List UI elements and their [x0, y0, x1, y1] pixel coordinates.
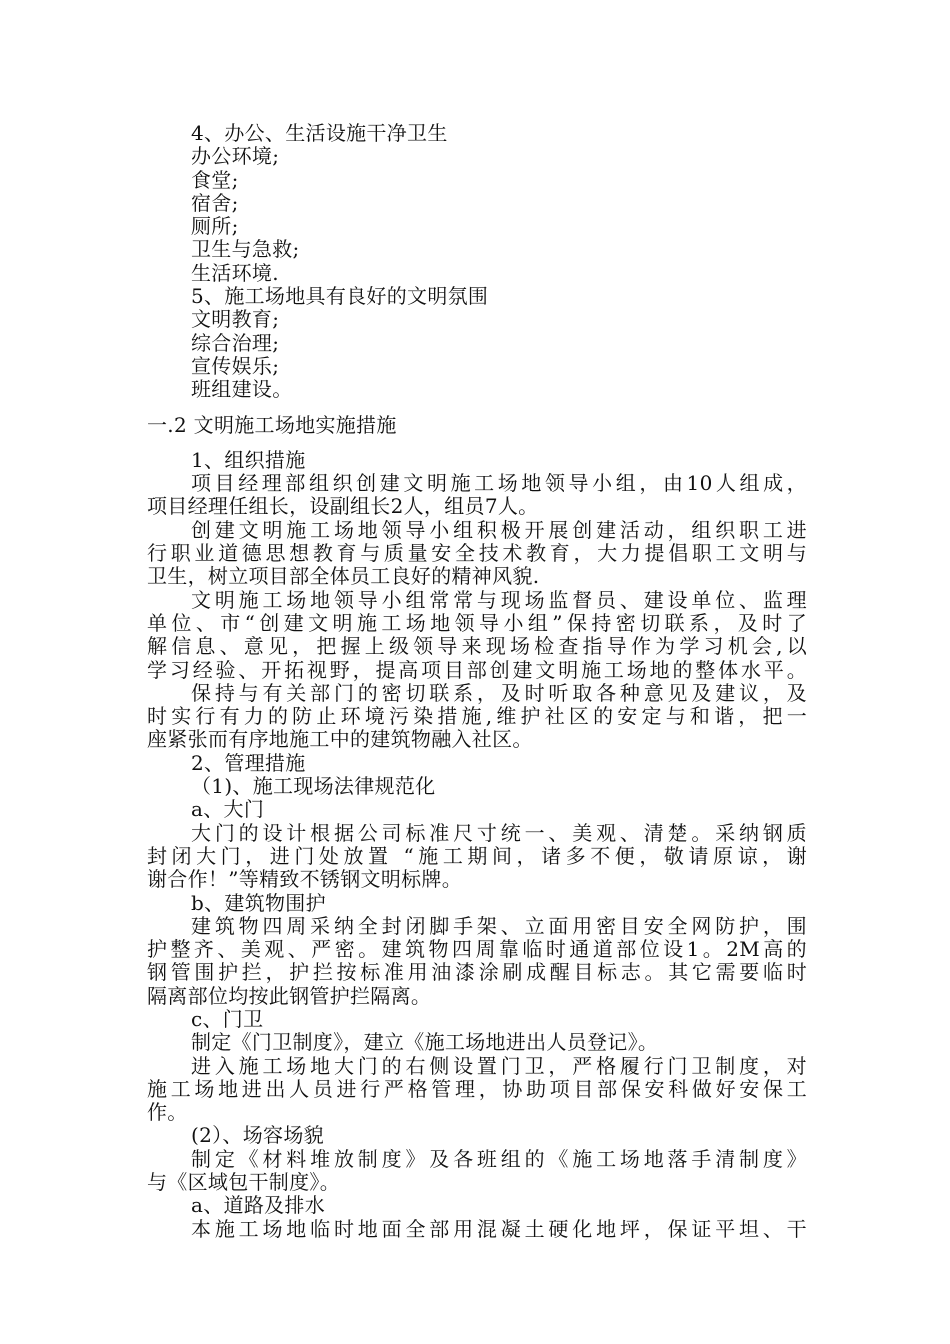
- paragraph-line: 施工场地进出人员进行严格管理，协助项目部保安科做好安保工: [147, 1076, 807, 1101]
- paragraph-line: 与《区域包干制度》。: [147, 1170, 340, 1195]
- item-heading: c、门卫: [191, 1006, 264, 1031]
- paragraph-line: 钢管围护拦，护拦按标准用油漆涂刷成醒目标志。其它需要临时: [147, 960, 807, 985]
- paragraph-line: 座紧张而有序地施工中的建筑物融入社区。: [147, 727, 533, 752]
- list-item: 班组建设。: [191, 377, 293, 402]
- section-heading: 一.2 文明施工场地实施措施: [147, 412, 397, 437]
- paragraph-line: 时实行有力的防止环境污染措施,维护社区的安定与和谐，把一: [147, 704, 807, 729]
- list-item: 文明教育;: [191, 307, 280, 332]
- subsection-heading: (2）、场容场貌: [191, 1123, 324, 1148]
- paragraph-line: 文明施工场地领导小组常常与现场监督员、建设单位、监理: [191, 587, 807, 612]
- paragraph-line: 学习经验、开拓视野，提高项目部创建文明施工场地的整体水平。: [147, 657, 807, 682]
- paragraph-line: 保持与有关部门的密切联系，及时听取各种意见及建议，及: [191, 680, 807, 705]
- item-heading: b、建筑物围护: [191, 890, 326, 915]
- list-item: 厕所;: [191, 214, 239, 239]
- list-item: 食堂;: [191, 167, 239, 192]
- paragraph-line: 行职业道德思想教育与质量安全技术教育，大力提倡职工文明与: [147, 541, 807, 566]
- paragraph-line: 单位、市“创建文明施工场地领导小组”保持密切联系，及时了: [147, 610, 807, 635]
- paragraph-line: 本施工场地临时地面全部用混凝土硬化地坪，保证平坦、干: [191, 1216, 807, 1241]
- paragraph-line: 建筑物四周采纳全封闭脚手架、立面用密目安全网防护，围: [191, 913, 807, 938]
- paragraph-line: 封闭大门，进门处放置 “施工期间，诸多不便，敬请原谅，谢: [147, 843, 807, 868]
- list-item: 生活环境.: [191, 260, 279, 285]
- list-heading: 4、办公、生活设施干净卫生: [191, 121, 448, 145]
- paragraph-line: 大门的设计根据公司标准尺寸统一、美观、清楚。采纳钢质: [191, 820, 807, 845]
- list-item: 综合治理;: [191, 330, 280, 355]
- paragraph-line: 隔离部位均按此钢管护拦隔离。: [147, 983, 432, 1008]
- document-body: [147, 122, 807, 1241]
- item-heading: a、大门: [191, 797, 265, 822]
- subsection-heading: 1、组织措施: [191, 447, 306, 472]
- list-item: 宿舍;: [191, 190, 239, 215]
- paragraph-line: 作。: [147, 1100, 188, 1125]
- paragraph-line: 项目经理任组长，设副组长2人，组员7人。: [147, 494, 539, 519]
- list-heading: 5、施工场地具有良好的文明氛围: [191, 284, 489, 309]
- subsection-heading: 2、管理措施: [191, 750, 306, 775]
- paragraph-line: 创建文明施工场地领导小组积极开展创建活动，组织职工进: [191, 517, 807, 542]
- paragraph-line: 谢合作！”等精致不锈钢文明标牌。: [147, 867, 463, 892]
- paragraph-line: 制定《门卫制度》，建立《施工场地进出人员登记》。: [191, 1030, 659, 1055]
- list-item: 卫生与急救;: [191, 237, 300, 262]
- subsection-heading: （1)、施工现场法律规范化: [191, 774, 436, 799]
- list-item: 宣传娱乐;: [191, 353, 280, 378]
- paragraph-line: 解信息、意见，把握上级领导来现场检查指导作为学习机会,以: [147, 634, 807, 659]
- paragraph-line: 进入施工场地大门的右侧设置门卫，严格履行门卫制度，对: [191, 1053, 807, 1078]
- paragraph-line: 护整齐、美观、严密。建筑物四周靠临时通道部位设1。2M高的: [147, 937, 807, 962]
- list-item: 办公环境;: [191, 144, 280, 169]
- paragraph-line: 卫生，树立项目部全体员工良好的精神风貌.: [147, 564, 540, 589]
- paragraph-line: 制定《材料堆放制度》及各班组的《施工场地落手清制度》: [191, 1146, 807, 1171]
- paragraph-line: 项目经理部组织创建文明施工场地领导小组，由10人组成，: [191, 471, 807, 496]
- item-heading: a、道路及排水: [191, 1193, 326, 1218]
